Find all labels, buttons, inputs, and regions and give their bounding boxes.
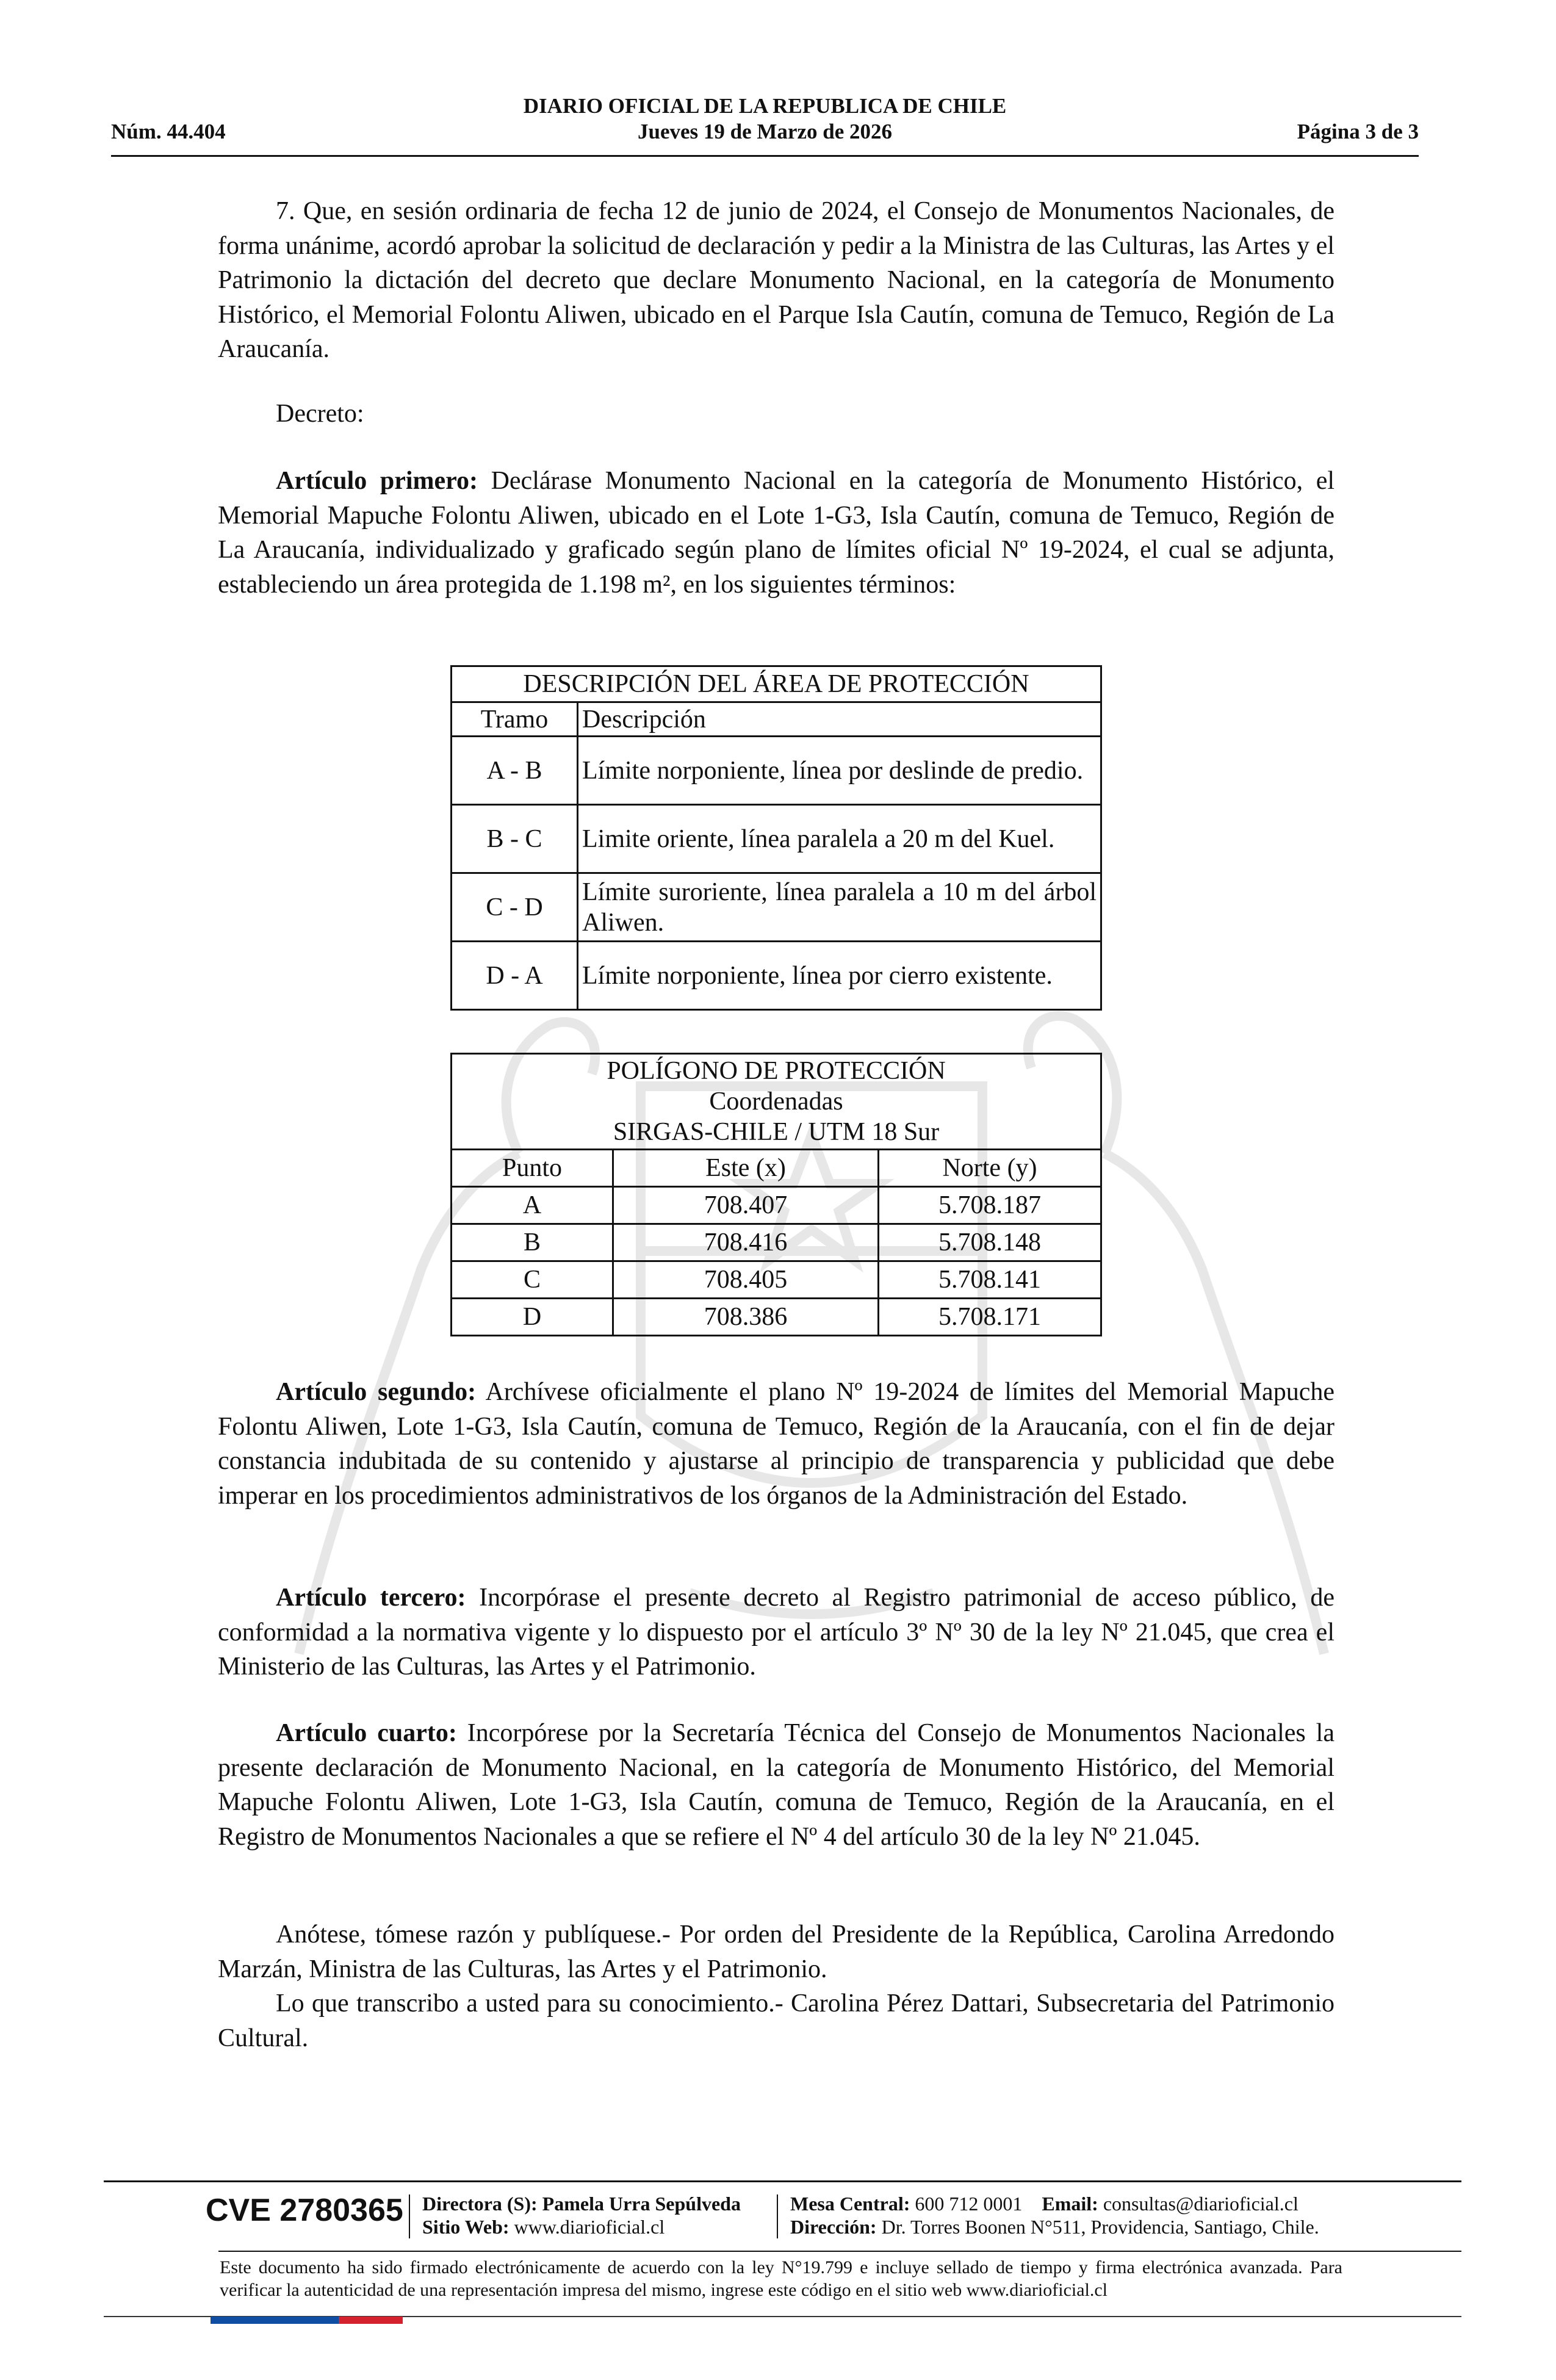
col-header-punto: Punto xyxy=(452,1150,613,1187)
phone-value: 600 712 0001 xyxy=(910,2193,1023,2215)
director-name: Pamela Urra Sepúlveda xyxy=(537,2193,741,2215)
page-header xyxy=(111,93,1419,146)
flag-bar-blue xyxy=(211,2317,275,2324)
tramo-cell: C - D xyxy=(452,873,578,942)
issue-date: Jueves 19 de Marzo de 2026 xyxy=(637,120,892,143)
article-first-label: Artículo primero: xyxy=(276,467,478,495)
footer-director-block xyxy=(422,2192,741,2238)
point-cell: C xyxy=(452,1261,613,1299)
table-row xyxy=(452,1261,1101,1299)
point-cell: D xyxy=(452,1299,613,1336)
description-cell: Limite oriente, línea paralela a 20 m del Kuel. xyxy=(578,805,1101,873)
table-row xyxy=(452,1187,1101,1224)
article-third-text: Incorpórase el presente decreto al Registro patrimonial de acceso público, de conformidad a la normativa vigente y lo dispuesto por el artículo 3º Nº 30 de la ley Nº 21.045, que crea el Ministerio de las Culturas, las Artes y el Patrimonio. xyxy=(218,1584,1335,1681)
north-cell: 5.708.148 xyxy=(879,1224,1101,1261)
flag-bar-red xyxy=(339,2317,403,2324)
description-cell: Límite norponiente, línea por cierro existente. xyxy=(578,942,1101,1010)
article-first-text: Declárase Monumento Nacional en la categoría de Monumento Histórico, el Memorial Mapuche Folontu Aliwen, ubicado en el Lote 1-G3, Isla Cautín, comuna de Temuco, Región de La Araucanía, individualizado y graficado según plano de límites oficial Nº 19-2024, el cual se adjunta, estableciendo un área protegida de 1.198 m², en los siguientes términos: xyxy=(218,467,1335,599)
address-label: Dirección: xyxy=(790,2216,877,2238)
protection-polygon-table xyxy=(450,1053,1102,1336)
table-row xyxy=(452,805,1101,873)
description-cell: Límite norponiente, línea por deslinde de predio. xyxy=(578,737,1101,805)
footer-separator xyxy=(777,2194,778,2238)
protection-area-table xyxy=(450,665,1102,1011)
article-fourth-text: Incorpórese por la Secretaría Técnica del Consejo de Monumentos Nacionales la presente declaración de Monumento Nacional, en la categoría de Monumento Histórico, del Memorial Mapuche Folontu Aliwen, Lote 1-G3, Isla Cautín, comuna de Temuco, Región de la Araucanía, en el Registro de Monumentos Nacionales a que se refiere el Nº 4 del artículo 30 de la ley Nº 21.045. xyxy=(218,1719,1334,1851)
footer-divider-top xyxy=(104,2180,1461,2182)
footer-contact-block xyxy=(790,2192,1319,2238)
website-link[interactable]: www.diarioficial.cl xyxy=(509,2216,665,2238)
east-cell: 708.405 xyxy=(613,1261,879,1299)
east-cell: 708.386 xyxy=(613,1299,879,1336)
col-header-este: Este (x) xyxy=(613,1150,879,1187)
article-first xyxy=(218,464,1334,602)
polygon-caption xyxy=(452,1054,1101,1150)
polygon-caption-datum: SIRGAS-CHILE / UTM 18 Sur xyxy=(613,1118,940,1146)
page-indicator: Página 3 de 3 xyxy=(1297,120,1419,143)
polygon-caption-subtitle: Coordenadas xyxy=(709,1087,843,1116)
article-second-text: Archívese oficialmente el plano Nº 19-2024 de límites del Memorial Mapuche Folontu Aliwen, Lote 1-G3, Isla Cautín, comuna de Temuco, Región de la Araucanía, con el fin de dejar constancia indubitada de su contenido y ajustarse al principio de transparencia y publicidad que debe imperar en los procedimientos administrativos de los órganos de la Administración del Estado. xyxy=(218,1378,1334,1510)
director-label: Directora (S): xyxy=(422,2193,538,2215)
closing-order: Anótese, tómese razón y publíquese.- Por orden del Presidente de la República, Carolina Arredondo Marzán, Ministra de las Culturas, las Artes y el Patrimonio. xyxy=(218,1920,1334,1983)
table-row xyxy=(452,1299,1101,1336)
paragraph-7: 7. Que, en sesión ordinaria de fecha 12 de junio de 2024, el Consejo de Monumentos Nacionales, de forma unánime, acordó aprobar la solicitud de declaración y pedir a la Ministra de las Culturas, las Artes y el Patrimonio la dictación del decreto que declare Monumento Nacional, en la categoría de Monumento Histórico, el Memorial Folontu Aliwen, ubicado en el Parque Isla Cautín, comuna de Temuco, Región de La Araucanía. xyxy=(218,197,1334,363)
email-label: Email: xyxy=(1042,2193,1098,2215)
article-third-label: Artículo tercero: xyxy=(276,1584,466,1612)
cve-code: CVE 2780365 xyxy=(206,2193,403,2228)
north-cell: 5.708.187 xyxy=(879,1187,1101,1224)
flag-color-bar xyxy=(211,2317,403,2324)
north-cell: 5.708.171 xyxy=(879,1299,1101,1336)
tramo-cell: B - C xyxy=(452,805,578,873)
tramo-cell: A - B xyxy=(452,737,578,805)
point-cell: A xyxy=(452,1187,613,1224)
issue-number: Núm. 44.404 xyxy=(111,120,226,143)
description-cell: Límite suroriente, línea paralela a 10 m del árbol Aliwen. xyxy=(578,873,1101,942)
article-fourth xyxy=(218,1716,1334,1854)
east-cell: 708.416 xyxy=(613,1224,879,1261)
flag-bar-blue xyxy=(275,2317,339,2324)
col-header-norte: Norte (y) xyxy=(879,1150,1101,1187)
north-cell: 5.708.141 xyxy=(879,1261,1101,1299)
article-fourth-label: Artículo cuarto: xyxy=(276,1719,457,1747)
table-row xyxy=(452,737,1101,805)
article-second-label: Artículo segundo: xyxy=(276,1378,477,1406)
website-label: Sitio Web: xyxy=(422,2216,510,2238)
article-third xyxy=(218,1581,1334,1684)
col-header-descripcion: Descripción xyxy=(578,702,1101,737)
address-value: Dr. Torres Boonen N°511, Providencia, Santiago, Chile. xyxy=(876,2216,1319,2238)
decreto-heading: Decreto: xyxy=(276,400,364,428)
polygon-caption-title: POLÍGONO DE PROTECCIÓN xyxy=(607,1057,946,1085)
table-row xyxy=(452,942,1101,1010)
table-row xyxy=(452,1224,1101,1261)
point-cell: B xyxy=(452,1224,613,1261)
publication-title: DIARIO OFICIAL DE LA REPUBLICA DE CHILE xyxy=(523,94,1007,118)
table-row xyxy=(452,873,1101,942)
article-second xyxy=(218,1375,1334,1513)
tramo-cell: D - A xyxy=(452,942,578,1010)
col-header-tramo: Tramo xyxy=(452,702,578,737)
footer-divider-middle xyxy=(218,2251,1461,2252)
east-cell: 708.407 xyxy=(613,1187,879,1224)
footer-separator xyxy=(409,2194,410,2238)
header-divider xyxy=(111,155,1419,157)
closing-transcription: Lo que transcribo a usted para su conocimiento.- Carolina Pérez Dattari, Subsecretaria del Patrimonio Cultural. xyxy=(218,1989,1334,2052)
protection-area-caption: DESCRIPCIÓN DEL ÁREA DE PROTECCIÓN xyxy=(452,666,1101,702)
signature-notice: Este documento ha sido firmado electrónicamente de acuerdo con la ley N°19.799 e incluye sellado de tiempo y firma electrónica avanzada. Para verificar la autenticidad de una representación impresa del mismo, ingrese este código en el sitio web www.diarioficial.cl xyxy=(220,2257,1342,2300)
phone-label: Mesa Central: xyxy=(790,2193,910,2215)
email-link[interactable]: consultas@diarioficial.cl xyxy=(1098,2193,1298,2215)
